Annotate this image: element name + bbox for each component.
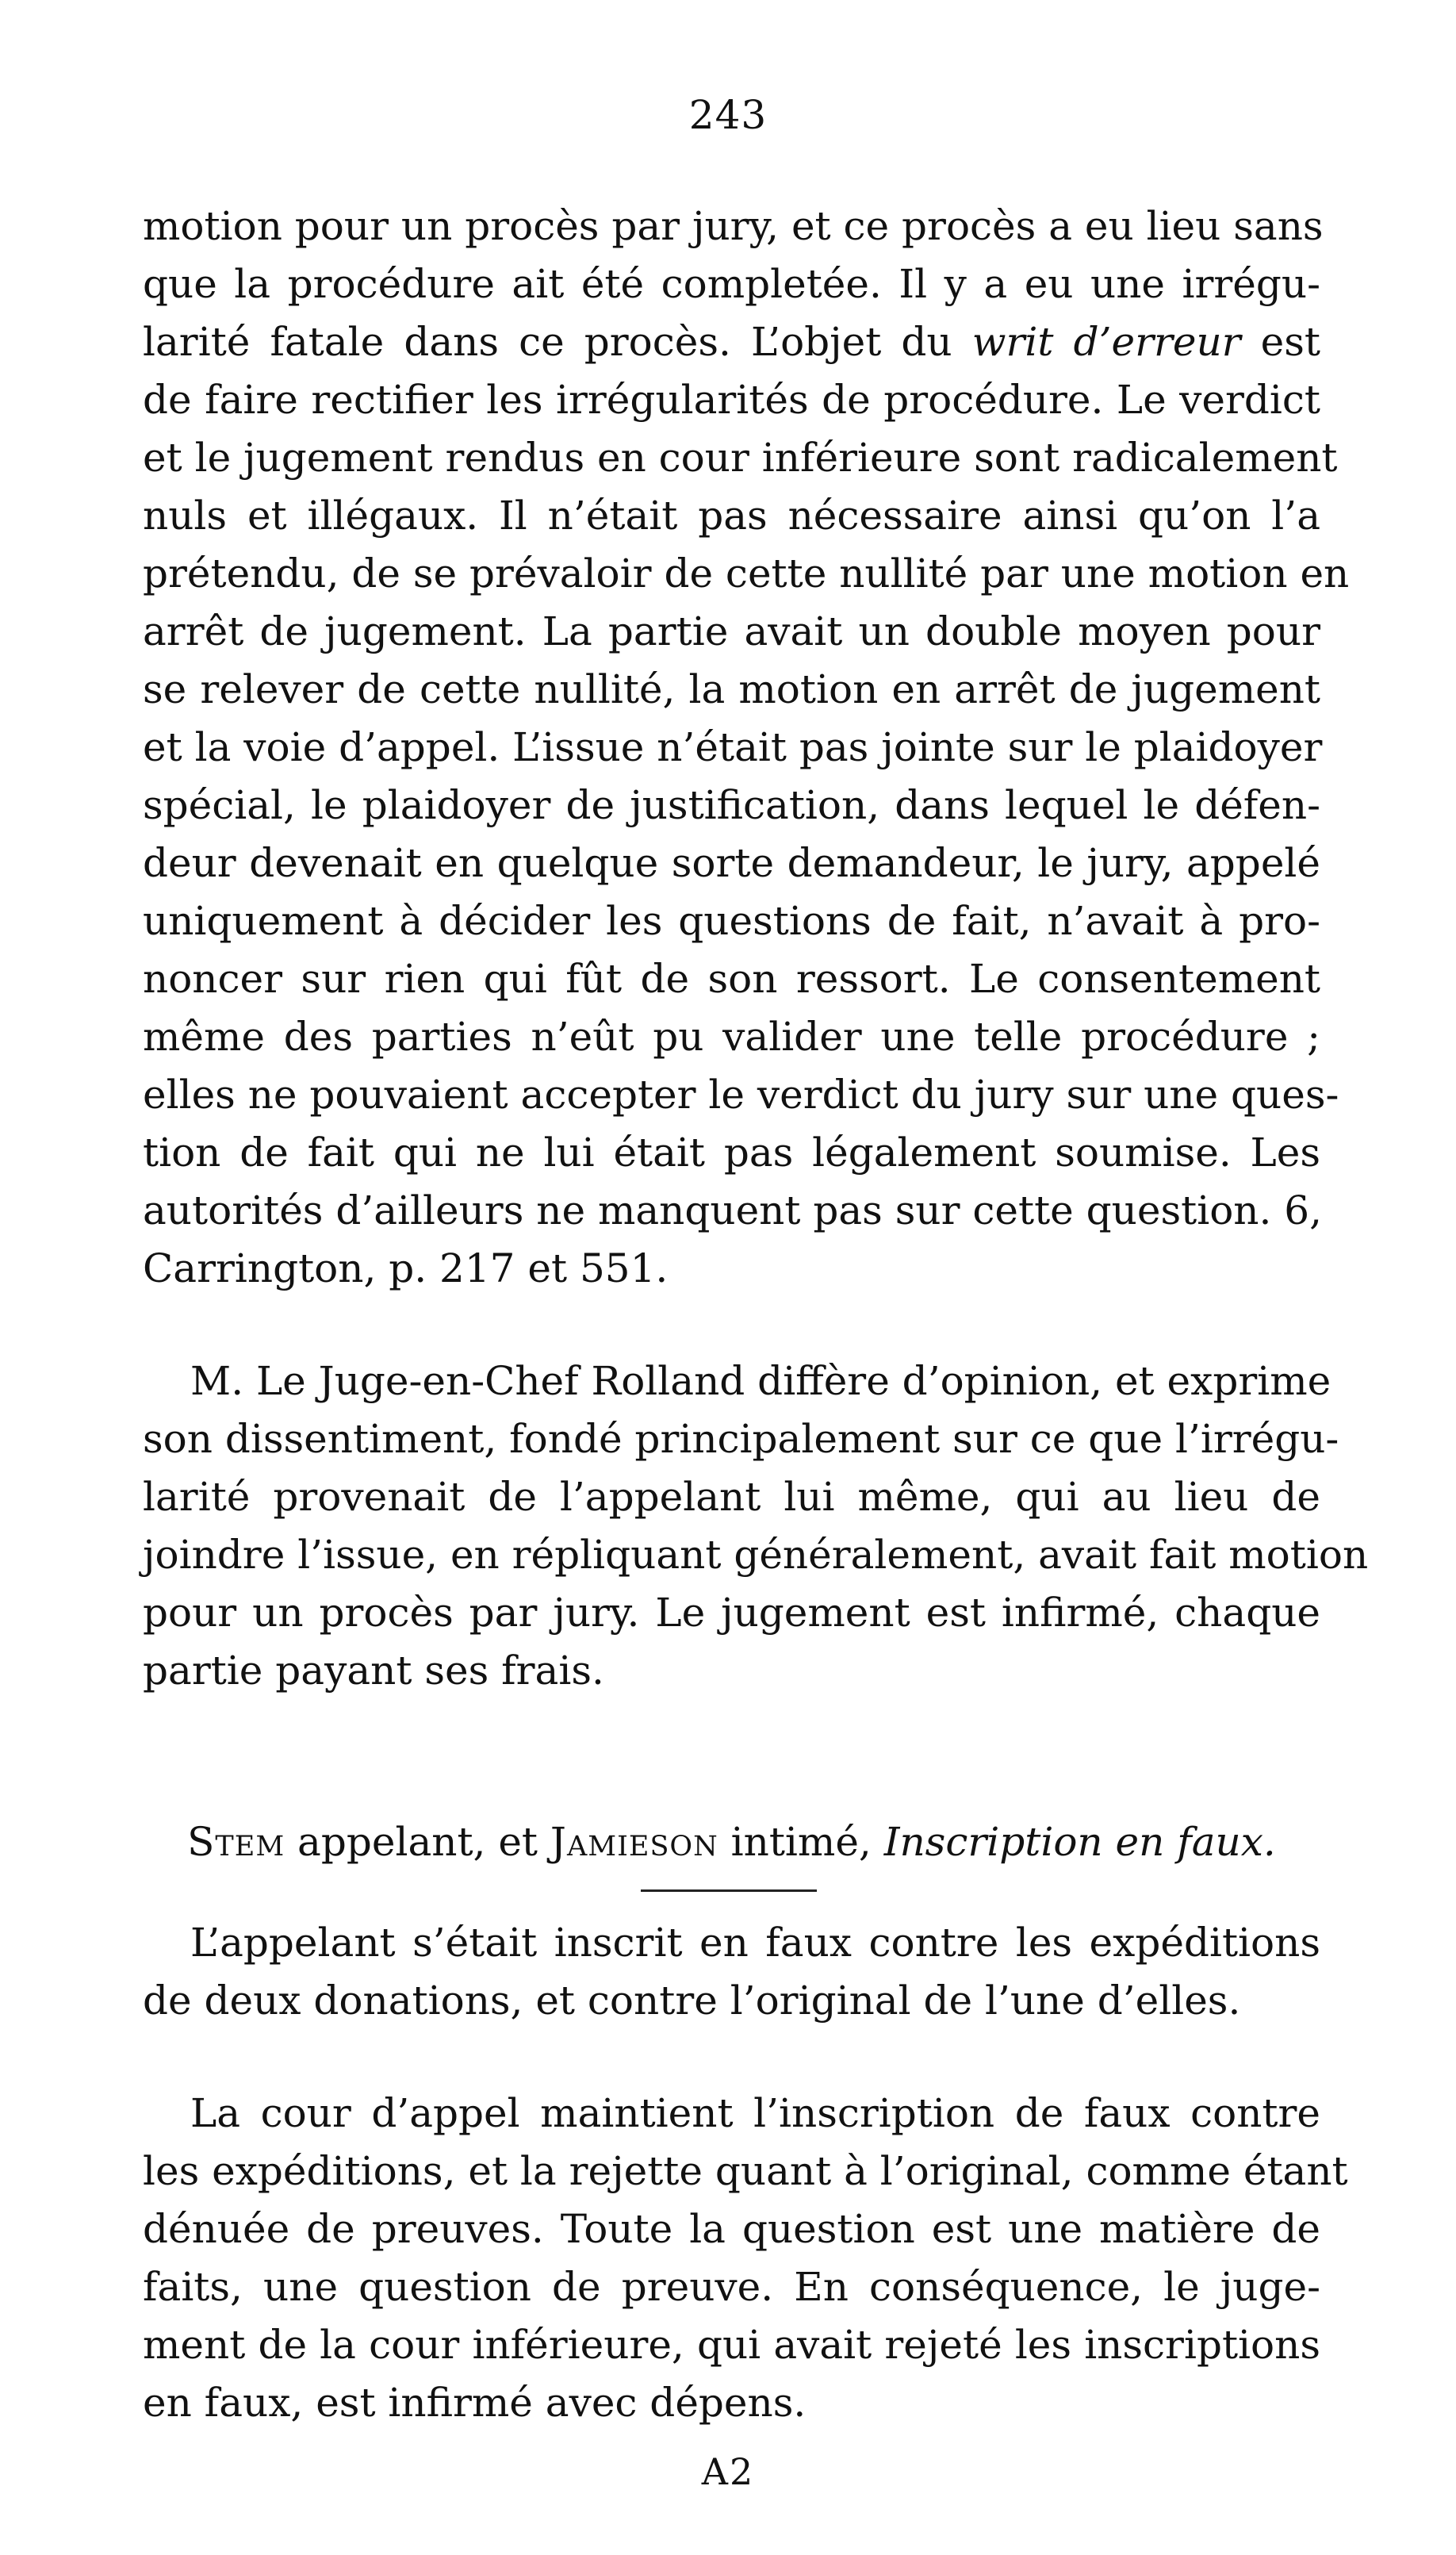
text-line: même des parties n’eût pu valider une telle procédure ; <box>143 1014 1320 1060</box>
appellant-name: Stem <box>187 1819 285 1865</box>
text-line: L’appelant s’était inscrit en faux contre les expéditions <box>190 1920 1320 1966</box>
text-line: M. Le Juge-en-Chef Rolland diffère d’opinion, et exprime <box>190 1358 1331 1404</box>
text-line: uniquement à décider les questions de fait, n’avait à pro- <box>143 898 1320 944</box>
text-line: autorités d’ailleurs ne manquent pas sur cette question. 6, <box>143 1187 1322 1233</box>
text-line: prétendu, de se prévaloir de cette nullité par une motion en <box>143 551 1350 597</box>
text-line: spécial, le plaidoyer de justification, dans lequel le défen- <box>143 782 1320 828</box>
text-line: faits, une question de preuve. En conséquence, le juge- <box>143 2264 1320 2310</box>
text-line: se relever de cette nullité, la motion en arrêt de jugement <box>143 666 1320 712</box>
text-line: partie payant ses frais. <box>143 1648 604 1694</box>
text-line: joindre l’issue, en répliquant généralement, avait fait motion <box>143 1532 1369 1578</box>
text-line: motion pour un procès par jury, et ce procès a eu lieu sans <box>143 203 1324 249</box>
text-line: pour un procès par jury. Le jugement est infirmé, chaque <box>143 1590 1320 1636</box>
case-heading-text: appelant, et <box>285 1819 550 1865</box>
text-line: et la voie d’appel. L’issue n’était pas jointe sur le plaidoyer <box>143 724 1323 770</box>
text-line: de faire rectifier les irrégularités de procédure. Le verdict <box>143 377 1320 423</box>
text-line: deur devenait en quelque sorte demandeur, le jury, appelé <box>143 840 1320 886</box>
text-line: arrêt de jugement. La partie avait un double moyen pour <box>143 608 1320 654</box>
text-line: les expéditions, et la rejette quant à l’original, comme étant <box>143 2148 1348 2194</box>
text-line: de deux donations, et contre l’original de l’une d’elles. <box>143 1978 1241 2024</box>
text-line: que la procédure ait été completée. Il y a eu une irrégu- <box>143 261 1320 307</box>
text-line: ment de la cour inférieure, qui avait rejeté les inscriptions <box>143 2322 1320 2368</box>
text-line: noncer sur rien qui fût de son ressort. Le consentement <box>143 956 1320 1002</box>
text-line: nuls et illégaux. Il n’était pas nécessaire ainsi qu’on l’a <box>143 493 1320 539</box>
text-line: larité fatale dans ce procès. L’objet du writ d’erreur est <box>143 319 1320 365</box>
text-line: dénuée de preuves. Toute la question est une matière de <box>143 2206 1320 2252</box>
case-heading <box>143 1817 1320 1867</box>
section-divider <box>641 1889 817 1892</box>
text-line: larité provenait de l’appelant lui même, qui au lieu de <box>143 1474 1320 1520</box>
text-line: en faux, est infirmé avec dépens. <box>143 2380 807 2426</box>
printer-signature-mark: A2 <box>701 2450 755 2493</box>
case-subject: Inscription en faux. <box>883 1819 1276 1865</box>
text-line: La cour d’appel maintient l’inscription de faux contre <box>190 2090 1320 2136</box>
case-heading-text: intimé, <box>718 1819 884 1865</box>
text-line: elles ne pouvaient accepter le verdict du jury sur une ques- <box>143 1072 1339 1118</box>
text-line: Carrington, p. 217 et 551. <box>143 1245 669 1291</box>
respondent-name: Jamieson <box>550 1819 718 1865</box>
page-number: 243 <box>688 92 768 138</box>
text-line: tion de fait qui ne lui était pas légalement soumise. Les <box>143 1130 1320 1176</box>
text-line: et le jugement rendus en cour inférieure sont radicalement <box>143 435 1338 481</box>
text-line: son dissentiment, fondé principalement sur ce que l’irrégu- <box>143 1416 1339 1462</box>
